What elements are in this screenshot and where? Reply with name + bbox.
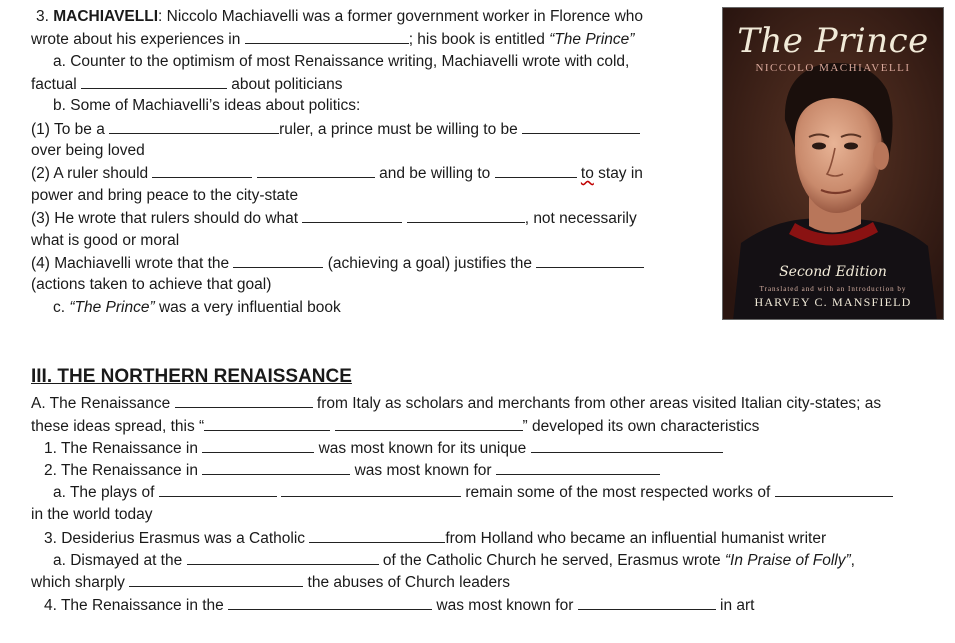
cover-author: NICCOLO MACHIAVELLI [755,62,911,74]
text: ; his book is entitled [408,31,550,48]
text: b. Some of Machiavelli’s ideas about politics: [53,97,361,114]
northern-line-3 [44,528,826,548]
text: the abuses of Church leaders [303,574,511,591]
book-title-italic: “The Prince” [69,299,155,316]
blank-dismayed[interactable] [187,550,379,565]
text: 1. The Renaissance in [44,440,203,457]
book-title-italic: “In Praise of Folly” [724,552,851,569]
machiavelli-line-4 [31,74,342,94]
blank-in-art[interactable] [578,595,716,610]
text: factual [31,76,81,93]
blank-northern-2[interactable] [335,416,523,431]
machiavelli-line-3 [53,52,629,72]
machiavelli-line-10 [31,208,637,228]
blank-plays-1[interactable] [159,482,277,497]
machiavelli-line-14 [53,298,341,318]
text: wrote about his experiences in [31,31,245,48]
text: 3. Desiderius Erasmus was a Catholic [44,530,310,547]
blank-willing[interactable] [522,119,640,134]
text: a. Counter to the optimism of most Renaissance writing, Machiavelli wrote with cold, [53,53,630,70]
text: which sharply [31,574,130,591]
text: (achieving a goal) justifies the [323,255,537,272]
text: (3) He wrote that rulers should do what [31,210,303,227]
cover-title: The Prince [737,21,929,61]
cover-edition: Second Edition [779,264,887,280]
blank-plays-2[interactable] [281,482,461,497]
blank-northern-1[interactable] [204,416,330,431]
machiavelli-line-6 [31,119,640,139]
northern-line-2a-cont [31,505,153,525]
northern-line-3a [53,550,855,570]
machiavelli-line-8 [31,163,643,183]
northern-renaissance-heading: III. THE NORTHERN RENAISSANCE [31,366,352,387]
text: what is good or moral [31,232,180,249]
blank-ruler-should-2[interactable] [257,163,375,178]
text: a. The plays of [53,484,159,501]
blank-catholic[interactable] [309,528,445,543]
text: c. [53,299,70,316]
northern-line-2a [53,482,893,502]
text: (actions taken to achieve that goal) [31,276,272,293]
text: of the Catholic Church he served, Erasmus wrote [378,552,725,569]
machiavelli-intro-text: : Niccolo Machiavelli was a former government worker in Florence who [158,8,644,25]
machiavelli-line-9 [31,186,298,206]
text: 2. The Renaissance in [44,462,203,479]
text: in art [715,597,755,614]
cover-translator: HARVEY C. MANSFIELD [754,295,912,309]
blank-means[interactable] [536,253,644,268]
text: from Holland who became an influential humanist writer [445,530,827,547]
text: , [850,552,855,569]
text: (2) A ruler should [31,165,153,182]
blank-known-for[interactable] [496,460,660,475]
machiavelli-line-2 [31,29,634,49]
blank-factual[interactable] [81,74,227,89]
blank-works-of[interactable] [775,482,893,497]
item-number: 3. [36,8,49,25]
blank-rulers-do-2[interactable] [407,208,525,223]
text: A. The Renaissance [31,395,175,412]
text: from Italy as scholars and merchants from other areas visited Italian city-states; as [312,395,882,412]
text: power and bring peace to the city-state [31,187,299,204]
book-title-italic: “The Prince” [549,31,635,48]
spellcheck-word: to [580,165,594,182]
northern-line-3a-cont [31,572,510,592]
machiavelli-intro-line [36,7,643,27]
text: , not necessarily [524,210,637,227]
northern-line-4 [44,595,754,615]
machiavelli-line-11 [31,231,179,251]
machiavelli-line-7 [31,141,145,161]
text: about politicians [226,76,343,93]
machiavelli-title: MACHIAVELLI [53,8,159,25]
text: these ideas spread, this “ [31,418,205,435]
northern-line-2 [44,460,660,480]
cover-translated-by: Translated and with an Introduction by [759,285,907,293]
text: was most known for [350,462,496,479]
text: remain some of the most respected works of [461,484,775,501]
text: and be willing to [374,165,495,182]
northern-line-1 [44,438,723,458]
blank-spread[interactable] [175,393,313,408]
text: (4) Machiavelli wrote that the [31,255,234,272]
text: ruler, a prince must be willing to be [279,121,523,138]
machiavelli-line-5 [53,96,360,116]
the-prince-book-cover [722,7,944,320]
text: was a very influential book [154,299,341,316]
blank-ruler-should-1[interactable] [152,163,252,178]
text: was most known for [432,597,578,614]
text: a. Dismayed at the [53,552,187,569]
blank-willing-to[interactable] [495,163,577,178]
text: 4. The Renaissance in the [44,597,229,614]
northern-line-a1 [31,393,881,413]
blank-experiences[interactable] [245,29,409,44]
blank-ruler[interactable] [109,119,279,134]
blank-unique[interactable] [531,438,723,453]
text: stay in [593,165,643,182]
machiavelli-line-13 [31,275,271,295]
text: was most known for its unique [314,440,531,457]
text: in the world today [31,506,153,523]
blank-country-1[interactable] [202,438,314,453]
northern-line-a2 [31,416,759,436]
machiavelli-line-12 [31,253,644,273]
blank-end[interactable] [233,253,323,268]
blank-country-2[interactable] [202,460,350,475]
blank-rulers-do-1[interactable] [302,208,402,223]
blank-region[interactable] [228,595,432,610]
blank-sharply[interactable] [129,572,303,587]
text: (1) To be a [31,121,110,138]
text: ” developed its own characteristics [522,418,760,435]
text: over being loved [31,142,145,159]
